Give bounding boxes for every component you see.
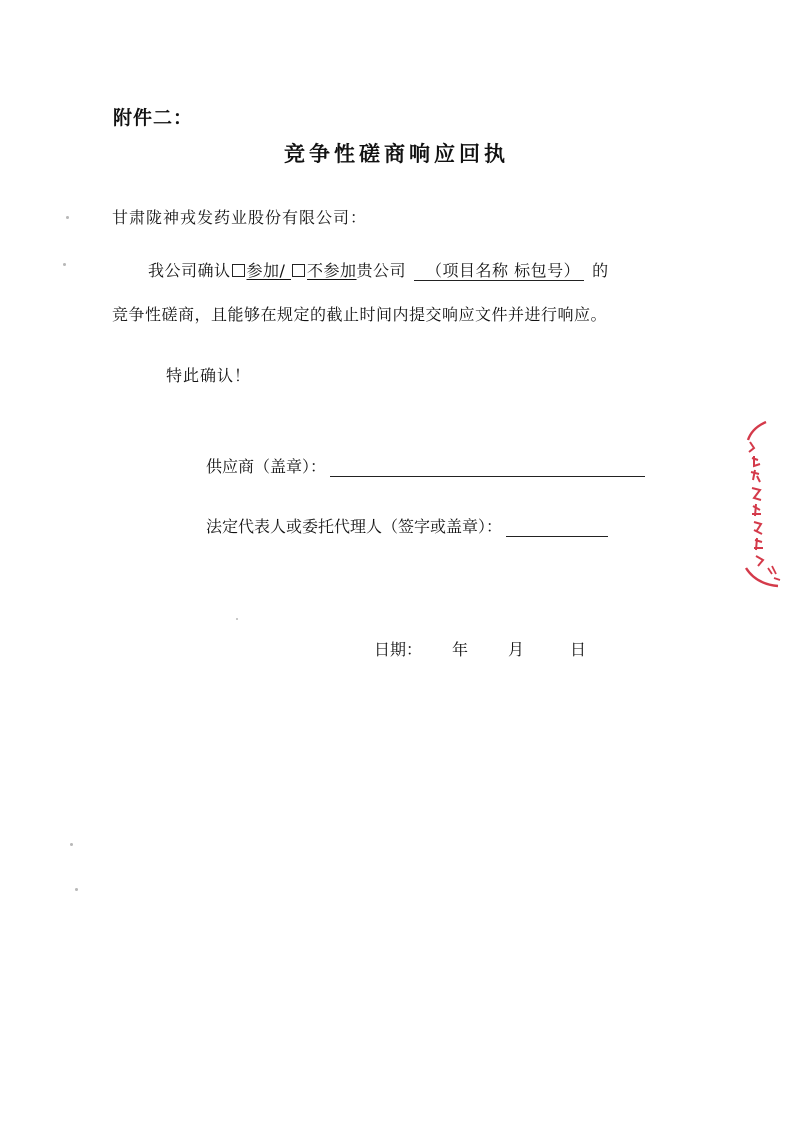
addressee: 甘肃陇神戎发药业股份有限公司： — [112, 208, 368, 227]
representative-signature-line[interactable] — [506, 518, 608, 537]
not-join-option — [291, 261, 357, 280]
project-placeholder-field[interactable]: （项目名称 标包号） — [414, 262, 584, 281]
paragraph-middle: 贵公司 — [356, 261, 407, 280]
option-slash: / — [279, 261, 292, 280]
confirmation-paragraph-line2: 竞争性磋商，且能够在规定的截止时间内提交响应文件并进行响应。 — [112, 305, 608, 324]
date-day: 日 — [570, 640, 587, 659]
confirmation-statement: 特此确认！ — [166, 366, 252, 385]
document-title: 竞争性磋商响应回执 — [284, 142, 509, 166]
date-label: 日期： — [374, 640, 423, 659]
red-seal-stamp — [742, 418, 792, 590]
confirmation-paragraph-line1 — [148, 258, 609, 281]
scan-speck — [75, 888, 78, 891]
paragraph-suffix: 的 — [592, 261, 609, 280]
join-option-label: 参加 — [246, 261, 280, 280]
paragraph-prefix: 我公司确认 — [148, 261, 231, 280]
date-month: 月 — [508, 640, 525, 659]
date-row — [374, 637, 586, 660]
attachment-label: 附件二： — [113, 107, 194, 129]
representative-signature-row — [206, 514, 608, 537]
supplier-label: 供应商（盖章）： — [206, 457, 327, 476]
representative-label: 法定代表人或委托代理人（签字或盖章）： — [206, 517, 503, 536]
scan-speck — [63, 263, 66, 266]
scan-speck — [70, 843, 73, 846]
not-join-checkbox[interactable] — [292, 264, 305, 277]
supplier-signature-row — [206, 454, 645, 477]
scan-speck — [66, 216, 69, 219]
date-year: 年 — [452, 640, 469, 659]
scan-speck — [236, 618, 238, 620]
join-option — [231, 261, 292, 280]
join-checkbox[interactable] — [232, 264, 245, 277]
supplier-signature-line[interactable] — [330, 458, 645, 477]
not-join-option-label: 不参加 — [307, 261, 357, 280]
